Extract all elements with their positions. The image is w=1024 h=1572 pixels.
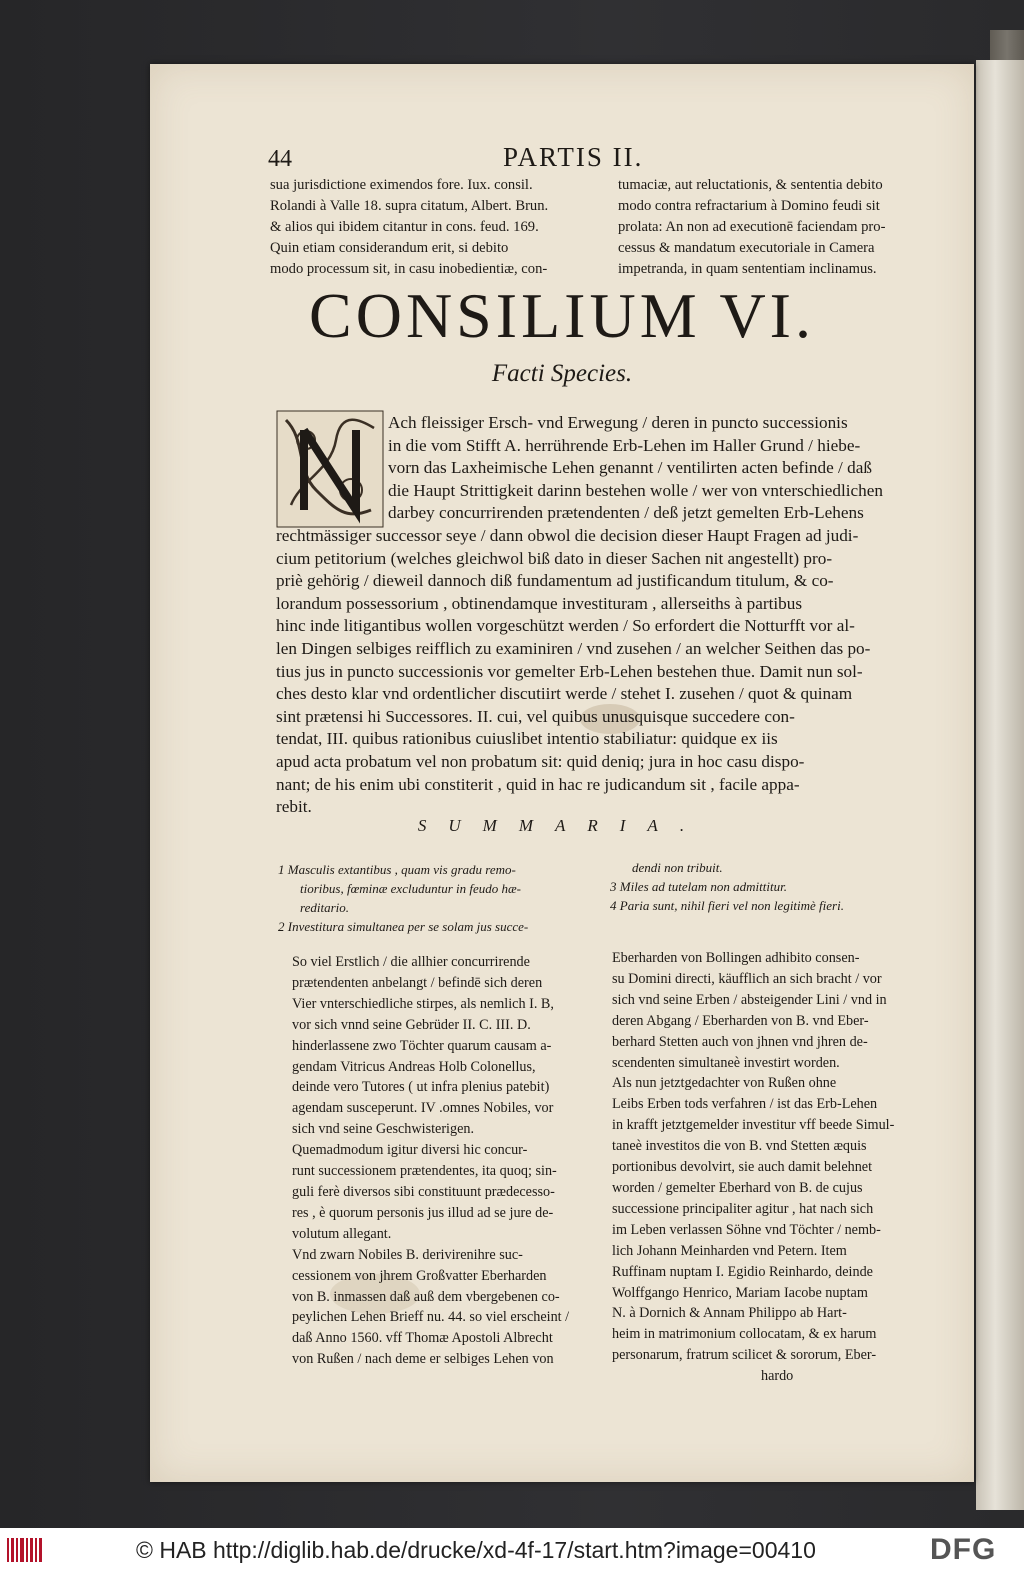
top-right-column (618, 175, 885, 280)
summary-item: reditario. (300, 900, 349, 915)
summary-item: tioribus, fœminæ excluduntur in feudo hæ- (300, 881, 521, 896)
text-line: tumaciæ, aut reluctationis, & sententia debito (618, 177, 883, 193)
text-line: Ach fleissiger Ersch- vnd Erwegung / deren in puncto successionis (388, 413, 848, 432)
chapter-title: CONSILIUM VI. (309, 280, 815, 351)
text-line: agendam susceperunt. IV .omnes Nobiles, vor (292, 1100, 554, 1117)
catchword: hardo (612, 1368, 794, 1385)
summaria-right (610, 858, 844, 915)
text-line: portionibus devolvirt, sie auch damit belehnet (612, 1159, 873, 1176)
text-line: lich Johann Meinharden vnd Petern. Item (612, 1242, 847, 1259)
text-line: tius jus in puncto successionis vor gemelter Erb-Lehen bestehen thue. Damit nun sol- (276, 661, 863, 681)
text-line: vor sich vnnd seine Gebrüder II. C. III. D. (292, 1016, 531, 1033)
text-line: im Leben verlassen Söhne vnd Töchter / nemb- (612, 1221, 881, 1238)
text-line: gendam Vitricus Andreas Holb Colonellus, (292, 1058, 536, 1075)
text-line: taneè investitos die von B. vnd Stetten æquis (612, 1138, 867, 1155)
text-line: rechtmässiger successor seye / dann obwol die decision dieser Haupt Fragen ad judi- (276, 525, 859, 545)
text-line: modo contra refractarium à Domino feudi sit (618, 198, 880, 214)
text-line: hinc inde litigantibus wollen vorgeschützt werden / So erfordert die Notturfft vor al- (276, 616, 855, 636)
text-line: apud acta probatum vel non probatum sit: quid deniq; jura in hoc casu dispo- (276, 751, 805, 771)
text-line: daß Anno 1560. vff Thomæ Apostoli Albrecht (292, 1330, 553, 1347)
text-line: Ruffinam nuptam I. Egidio Reinhardo, deinde (612, 1263, 873, 1280)
text-line: deren Abgang / Eberharden von B. vnd Eber- (612, 1012, 869, 1029)
text-line: rebit. (276, 797, 312, 817)
text-line: len Dingen selbiges reifflich zu examiniren / vnd zusehen / an welcher Seithen das po- (276, 638, 871, 658)
text-line: die Haupt Strittigkeit darinn bestehen wolle / wer von vnterschiedlichen (388, 480, 883, 500)
text-line: ches desto klar vnd ordentlicher discutiirt werde / stehet I. zusehen / quot & quinam (276, 684, 853, 704)
text-line: prætendenten anbelangt / befindē sich deren (292, 974, 543, 991)
text-line: lorandum possessorium , obtinendamque investituram , allerseiths à partibus (276, 593, 803, 613)
text-line: prolata: An non ad executionē faciendam pro- (618, 219, 886, 235)
text-line: Rolandi à Valle 18. supra citatum, Albert. Brun. (270, 198, 549, 214)
dfg-logo: DFG (930, 1533, 997, 1566)
top-left-column (270, 175, 548, 280)
chapter-subtitle: Facti Species. (491, 360, 633, 387)
text-line: sint prætensi hi Successores. II. cui, vel quibus unusquisque succedere con- (276, 706, 795, 726)
text-line: Eberharden von Bollingen adhibito consen- (612, 950, 860, 966)
text-line: runt successionem prætendentes, ita quoq; sin- (292, 1163, 557, 1180)
text-line: von B. inmassen daß auß dem vbergebenen co- (292, 1288, 560, 1305)
text-line: nant; de his enim ubi constiterit , quid in hac re judicandum sit , facile appa- (276, 774, 800, 794)
text-line: Wolffgango Henrico, Mariam Iacobe nuptam (612, 1284, 868, 1301)
text-line: heim in matrimonium collocatam, & ex harum (612, 1326, 877, 1343)
text-line: vorn das Laxheimische Lehen genannt / ventilirten acten befinde / daß (388, 458, 872, 478)
text-line: cium petitorium (welches gleichwol biß dato in dieser Sachen nit angestellt) pro- (276, 548, 833, 568)
source-link[interactable]: © HAB http://diglib.hab.de/drucke/xd-4f-17/start.htm?image=00410 (136, 1537, 816, 1563)
text-line: N. à Dornich & Annam Philippo ab Hart- (612, 1305, 847, 1322)
text-line: Als nun jetztgedachter von Rußen ohne (612, 1075, 837, 1092)
text-line: Vnd zwarn Nobiles B. derivirenihre suc- (292, 1246, 523, 1263)
summaria-heading: SUMMARIA. (417, 816, 707, 835)
text-line: tendat, III. quibus rationibus cuiuslibet intentio stabiliatur: quidque ex iis (276, 729, 778, 749)
text-line: hinderlassene zwo Töchter quarum causam a- (292, 1037, 552, 1054)
text-line: sua jurisdictione eximendos fore. Iux. consil. (270, 177, 533, 193)
text-line: Vier vnterschiedliche stirpes, als nemlich I. B, (292, 995, 554, 1012)
text-line: Leibs Erben tods verfahren / ist das Erb-Lehen (612, 1096, 878, 1113)
text-line: & alios qui ibidem citantur in cons. feud. 169. (270, 219, 539, 235)
text-line: darbey concurrirenden prætendenten / deß jetzt gemelten Erb-Lehens (388, 503, 864, 523)
text-line: Quemadmodum igitur diversi hic concur- (292, 1142, 528, 1159)
summary-item: 2 Investitura simultanea per se solam jus succe- (278, 919, 529, 934)
text-line: personarum, fratrum scilicet & sororum, Eber- (612, 1347, 877, 1364)
text-line: in die vom Stifft A. herrührende Erb-Lehen im Haller Grund / hiebe- (388, 435, 861, 455)
summary-item: 4 Paria sunt, nihil fieri vel non legitimè fieri. (610, 898, 844, 913)
text-line: So viel Erstlich / die allhier concurrirende (292, 954, 530, 970)
viewer-footer (0, 1528, 1024, 1572)
intro-paragraph (276, 412, 904, 819)
body-right-column (612, 948, 894, 1387)
text-line: guli ferè diversos sibi constituunt prædecesso- (292, 1183, 555, 1200)
page-number: 44 (268, 146, 292, 172)
text-line: worden / gemelter Eberhard von B. de cujus (612, 1179, 863, 1196)
page-header (268, 142, 888, 176)
summary-item: dendi non tribuit. (632, 860, 723, 875)
text-line: successione principaliter agitur , hat nach sich (612, 1200, 874, 1217)
text-line: sich vnd seine Erben / absteigender Lini / vnd in (612, 991, 887, 1008)
text-line: priè gehörig / dieweil dannoch diß fundamentum ad justificandum titulum, & co- (276, 571, 834, 591)
next-page-edge (976, 60, 1024, 1510)
text-line: impetranda, in quam sententiam inclinamus. (618, 261, 877, 277)
text-line: berhard Stetten auch von jhnen vnd jhren de- (612, 1033, 868, 1050)
text-line: deinde vero Tutores ( ut infra plenius patebit) (292, 1079, 550, 1096)
text-line: sich vnd seine Geschwisterigen. (292, 1121, 475, 1138)
text-line: in krafft jetztgemelder investitur vff beede Simul- (612, 1117, 895, 1134)
body-left-column (292, 952, 569, 1370)
text-line: scendenten simultaneè investirt worden. (612, 1054, 840, 1071)
text-line: cessionem von jhrem Großvatter Eberharden (292, 1267, 547, 1284)
summary-item: 3 Miles ad tutelam non admittitur. (610, 879, 787, 894)
text-line: volutum allegant. (292, 1225, 392, 1242)
book-page (150, 64, 974, 1482)
summary-item: 1 Masculis extantibus , quam vis gradu remo- (278, 862, 516, 877)
text-line: peylichen Lehen Brieff nu. 44. so viel erscheint / (292, 1309, 570, 1326)
text-line: res , è quorum personis jus illud ad se jure de- (292, 1204, 554, 1221)
library-barcode-icon (6, 1534, 44, 1566)
text-line: Quin etiam considerandum erit, si debito (270, 240, 509, 256)
text-line: modo processum sit, in casu inobedientiæ, con- (270, 261, 548, 277)
text-line: cessus & mandatum executoriale in Camera (618, 240, 875, 256)
text-line: su Domini directi, käufflich an sich bracht / vor (612, 970, 882, 987)
summaria-left (278, 860, 528, 936)
running-head: PARTIS II. (503, 142, 644, 172)
text-line: von Rußen / nach deme er selbiges Lehen von (292, 1351, 554, 1368)
